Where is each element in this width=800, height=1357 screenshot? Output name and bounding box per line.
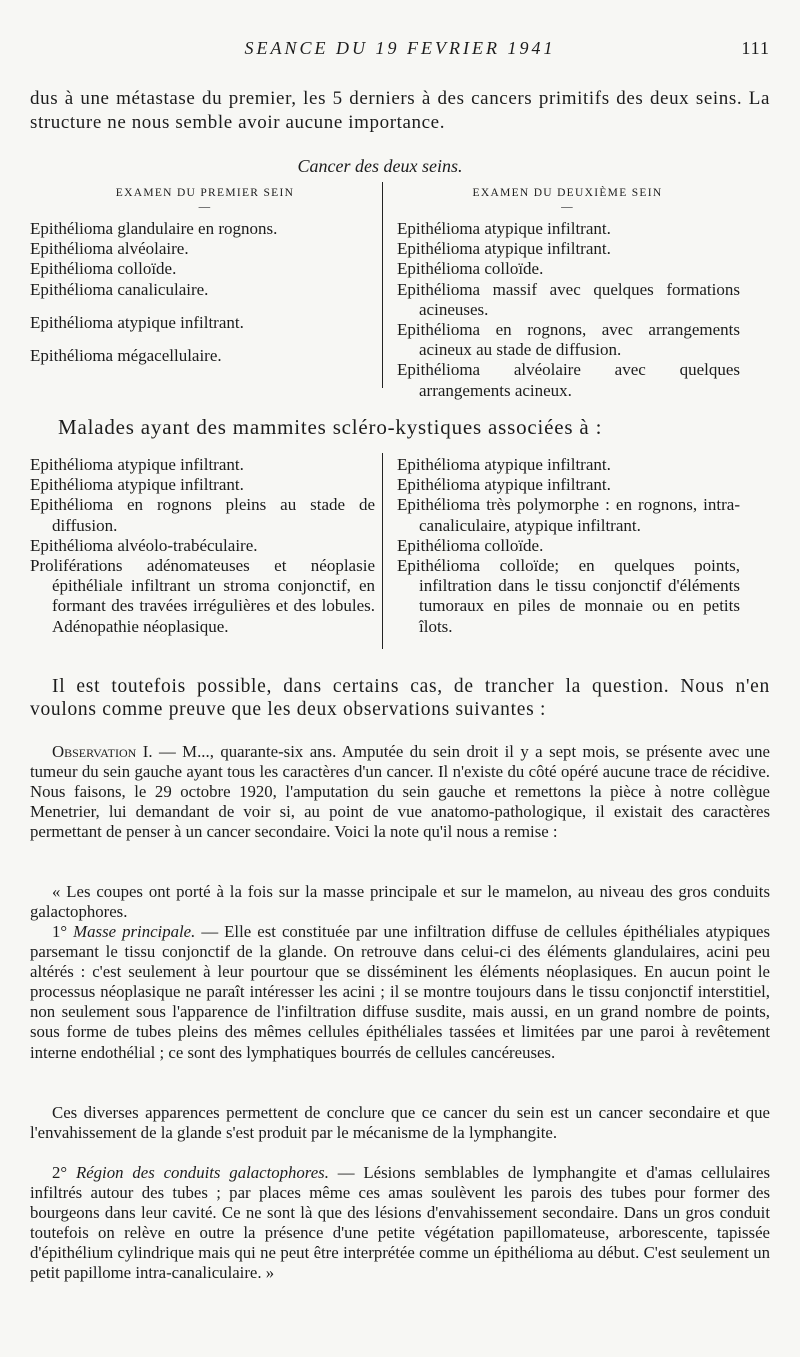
list-item: Epithélioma atypique infiltrant.	[397, 239, 611, 259]
intro-paragraph: dus à une métastase du premier, les 5 derniers à des cancers primitifs des deux seins. La structure ne nous semble avoir aucune importance.	[30, 88, 770, 133]
point1-paragraph	[30, 922, 770, 1063]
list-item: Epithélioma atypique infiltrant.	[397, 219, 611, 238]
list-item: Epithélioma mégacellulaire.	[30, 346, 222, 366]
list-item: Epithélioma alvéolaire.	[30, 239, 189, 259]
list-item: Epithélioma canaliculaire.	[30, 279, 209, 299]
table2-right-column	[397, 455, 740, 637]
list-item: Epithélioma massif avec quelques formations acineuses.	[397, 279, 740, 319]
list-item: Epithélioma colloïde.	[397, 259, 544, 279]
list-item: Epithélioma atypique infiltrant.	[30, 475, 244, 495]
point2-paragraph	[30, 1163, 770, 1284]
point2-title: Région des conduits galactophores.	[75, 1163, 329, 1182]
list-item: Epithélioma en rognons, avec arrangements acineux au stade de diffusion.	[397, 320, 740, 360]
table1-divider	[382, 182, 383, 388]
point1-number: 1°	[52, 922, 68, 941]
right-header-text: EXAMEN DU DEUXIÈME SEIN	[472, 187, 663, 199]
list-item: Epithélioma alvéolaire avec quelques arrangements acineux.	[397, 360, 740, 400]
quote-paragraph: « Les coupes ont porté à la fois sur la masse principale et sur le mamelon, au niveau des gros conduits galactophores.	[30, 882, 770, 922]
left-header-dash: —	[198, 201, 212, 213]
list-item: Epithélioma colloïde.	[397, 535, 544, 555]
list-item: Epithélioma très polymorphe : en rognons, intra-canaliculaire, atypique infiltrant.	[397, 495, 740, 535]
table1-right-header	[395, 187, 740, 213]
list-item: Epithélioma atypique infiltrant.	[30, 455, 244, 474]
table2-divider	[382, 453, 383, 649]
lead-paragraph: Il est toutefois possible, dans certains cas, de trancher la question. Nous n'en voulons comme preuve que les deux observations suivantes :	[30, 676, 770, 720]
right-header-dash: —	[561, 201, 574, 213]
list-item: Epithélioma atypique infiltrant.	[397, 455, 611, 474]
table1-left-header	[30, 187, 380, 213]
left-header-text: EXAMEN DU PREMIER SEIN	[115, 187, 295, 199]
point2-number: 2°	[52, 1163, 68, 1182]
table1-caption: Cancer des deux seins.	[297, 156, 463, 176]
page-number: 111	[741, 38, 770, 58]
list-item: Epithélioma colloïde; en quelques points, infiltration dans le tissu conjonctif d'éléments tumoraux en piles de monnaie ou en petits îlots.	[397, 556, 740, 636]
table2-left-column	[30, 455, 375, 637]
list-item: Epithélioma alvéolo-trabéculaire.	[30, 535, 258, 555]
list-item: Epithélioma en rognons pleins au stade de diffusion.	[30, 495, 375, 535]
conclusion-paragraph: Ces diverses apparences permettent de conclure que ce cancer du sein est un cancer secondaire et que l'envahissement de la glande s'est produit par le mécanisme de la lymphangite.	[30, 1103, 770, 1143]
list-item: Epithélioma colloïde.	[30, 259, 177, 279]
list-item: Epithélioma atypique infiltrant.	[397, 475, 611, 495]
point2-text: — Lésions semblables de lymphangite et d'amas cellulaires infiltrés autour des tubes ; par places même ces amas soulèvent les parois des tubes pour former des bourgeons dans leur cavité. Ce ne sont là que des lésions d'envahissement secondaire. Dans un gros conduit toutefois on relève en outre la présence d'une petite végétation papillomateuse, arborescente, tapissée d'épithélium cylindrique mais qui ne peut être interprétée comme un épithélioma au début. C'est seulement un petit papillome intra-canaliculaire. »	[30, 1163, 770, 1283]
table2-title: Malades ayant des mammites scléro-kystiques associées à :	[58, 415, 603, 439]
running-header	[30, 38, 770, 62]
point1-text: — Elle est constituée par une infiltration diffuse de cellules épithéliales atypiques parsemant le tissu conjonctif de la glande. On retrouve dans celui-ci des éléments glandulaires, acini peu altérés : c'est seulement à leur pourtour que se disséminent les éléments néoplasiques. En aucun point le processus néoplasique ne paraît intéresser les acini ; il se montre toujours dans le tissu conjonctif interstitiel, non seulement sous l'apparence de l'infiltration diffuse susdite, mais aussi, en un grand nombre de points, sous forme de tubes pleins des mêmes cellules épithéliales tassées et limitées par une paroi à revêtement interne endothélial ; ce sont des lymphatiques bourrés de cellules cancéreuses.	[30, 922, 770, 1062]
observation-paragraph	[30, 742, 770, 842]
list-item: Epithélioma glandulaire en rognons.	[30, 219, 278, 238]
list-item: Epithélioma atypique infiltrant.	[30, 312, 244, 332]
point1-title: Masse principale.	[73, 922, 196, 941]
table1-right-column	[397, 219, 740, 401]
table1-left-column	[30, 219, 375, 366]
observation-text: — M..., quarante-six ans. Amputée du sein droit il y a sept mois, se présente avec une tumeur du sein gauche ayant tous les caractères d'un cancer. Il n'existe du côté opéré aucune trace de récidive. Nous faisons, le 29 octobre 1920, l'amputation du sein gauche et remettons la pièce à notre collègue Menetrier, lui demandant de voir si, au point de vue anatomo-pathologique, il existait des caractères permettant de penser à un cancer secondaire. Voici la note qu'il nous a remise :	[30, 742, 771, 842]
running-title: SEANCE DU 19 FEVRIER 1941	[244, 38, 556, 58]
observation-label: Observation I.	[52, 742, 153, 761]
list-item: Proliférations adénomateuses et néoplasie épithéliale infiltrant un stroma conjonctif, en formant des travées irrégulières et des lobules. Adénopathie néoplasique.	[30, 556, 375, 636]
